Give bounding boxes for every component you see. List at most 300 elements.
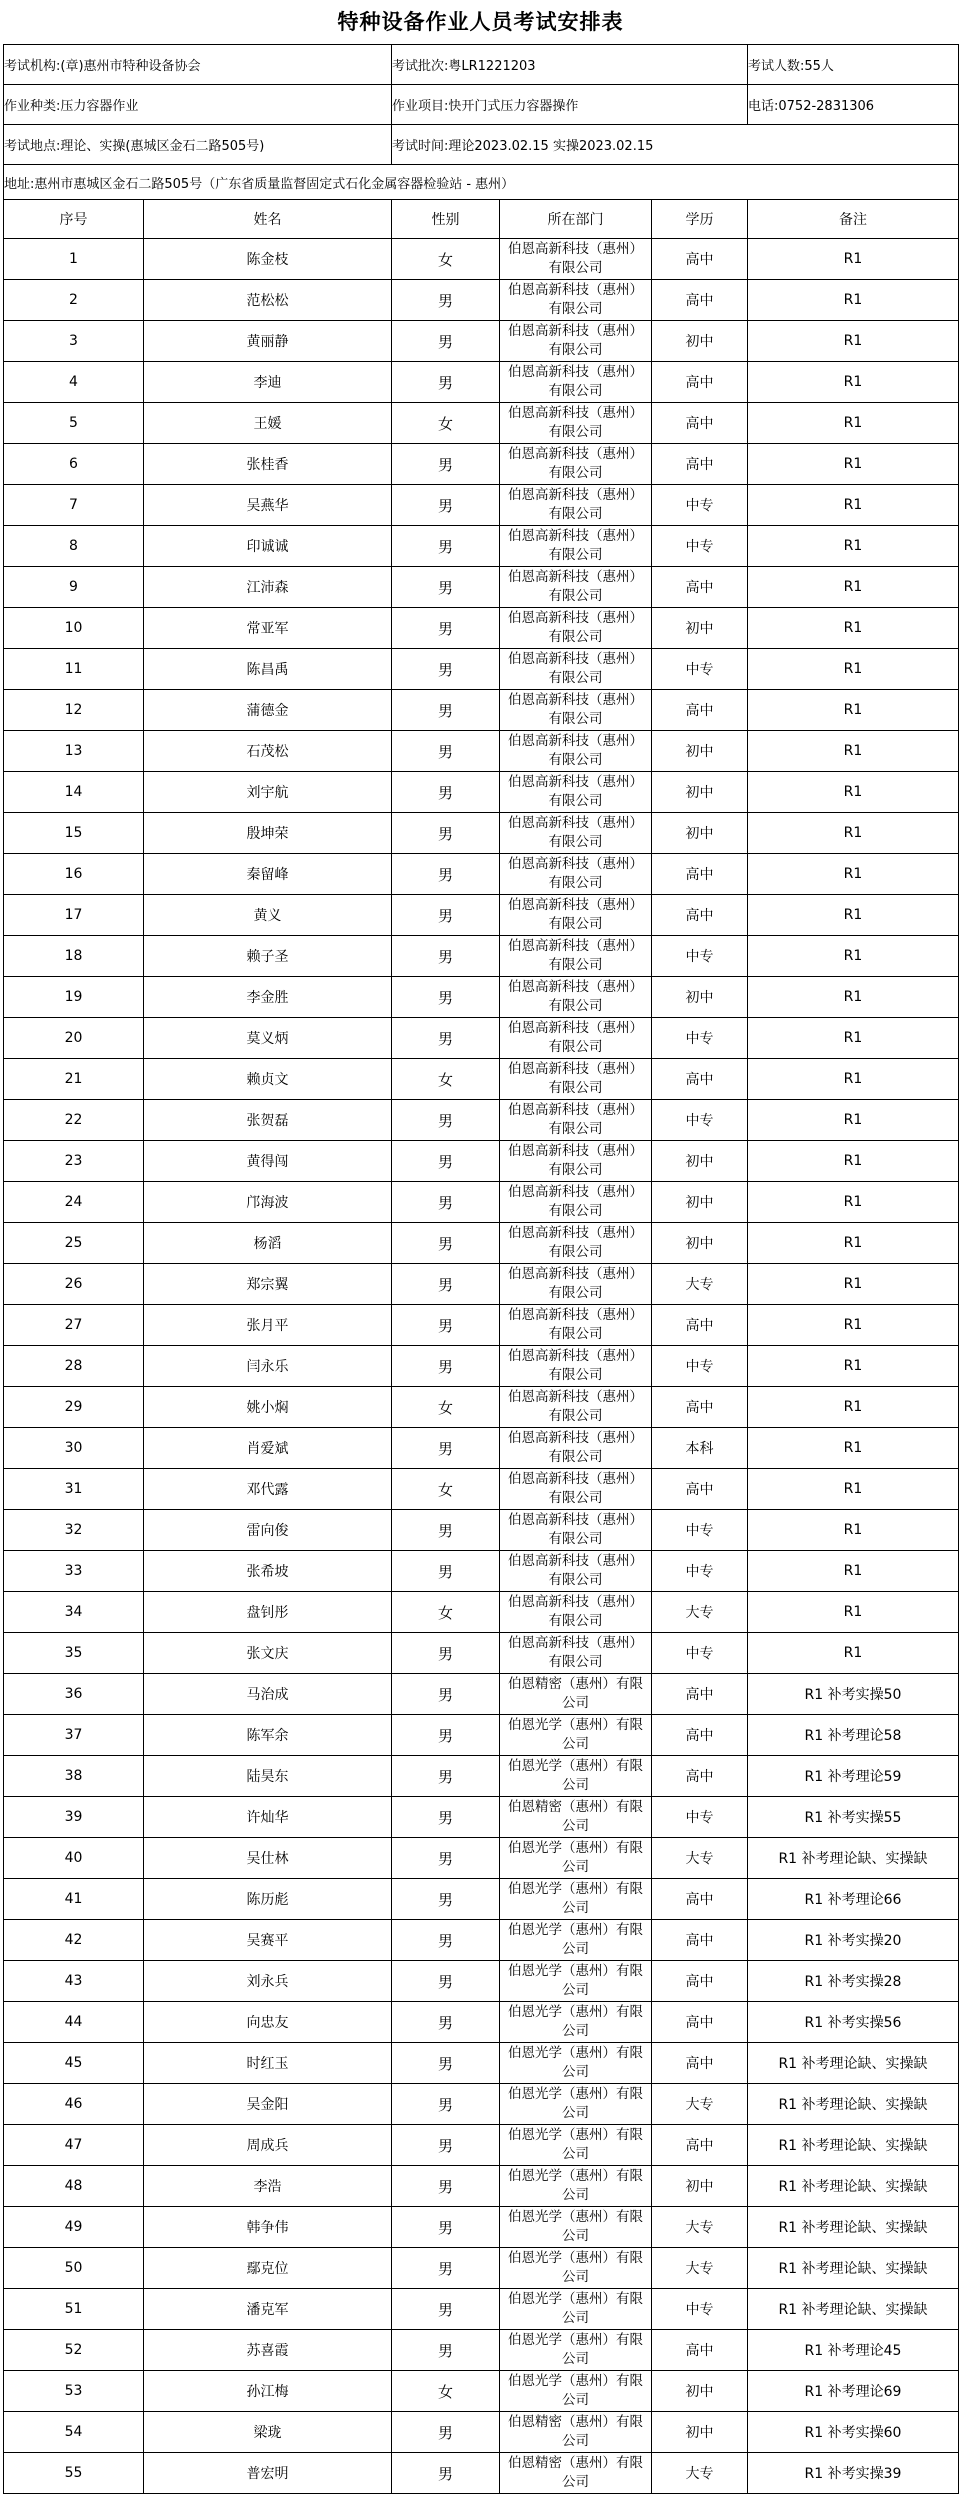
table-row	[4, 1018, 959, 1059]
education-cell: 高中	[652, 567, 748, 608]
gender-cell: 女	[392, 2371, 500, 2412]
index-cell: 13	[4, 731, 144, 772]
remark-cell: R1 补考理论58	[748, 1715, 959, 1756]
gender-cell: 男	[392, 1223, 500, 1264]
name-cell: 苏喜霞	[144, 2330, 392, 2371]
gender-cell: 男	[392, 2330, 500, 2371]
department-cell: 伯恩光学（惠州）有限公司	[500, 2043, 652, 2084]
index-cell: 1	[4, 239, 144, 280]
table-body	[4, 239, 959, 2494]
table-row	[4, 1592, 959, 1633]
name-cell: 江沛森	[144, 567, 392, 608]
name-cell: 邓代露	[144, 1469, 392, 1510]
table-row	[4, 2166, 959, 2207]
gender-cell: 男	[392, 567, 500, 608]
col-header-index: 序号	[4, 200, 144, 239]
department-cell: 伯恩精密（惠州）有限公司	[500, 2453, 652, 2494]
gender-cell: 男	[392, 2453, 500, 2494]
table-row	[4, 485, 959, 526]
name-cell: 许灿华	[144, 1797, 392, 1838]
index-cell: 36	[4, 1674, 144, 1715]
name-cell: 杨滔	[144, 1223, 392, 1264]
education-cell: 初中	[652, 731, 748, 772]
index-cell: 30	[4, 1428, 144, 1469]
table-row	[4, 690, 959, 731]
education-cell: 高中	[652, 1387, 748, 1428]
index-cell: 6	[4, 444, 144, 485]
index-cell: 27	[4, 1305, 144, 1346]
index-cell: 47	[4, 2125, 144, 2166]
remark-cell: R1	[748, 977, 959, 1018]
education-cell: 高中	[652, 280, 748, 321]
department-cell: 伯恩高新科技（惠州）有限公司	[500, 731, 652, 772]
name-cell: 陈金枝	[144, 239, 392, 280]
name-cell: 雷向俊	[144, 1510, 392, 1551]
column-header-row	[4, 200, 959, 239]
table-row	[4, 1510, 959, 1551]
exam-location: 考试地点:理论、实操(惠城区金石二路505号)	[4, 125, 392, 165]
name-cell: 马治成	[144, 1674, 392, 1715]
index-cell: 23	[4, 1141, 144, 1182]
index-cell: 21	[4, 1059, 144, 1100]
remark-cell: R1 补考理论59	[748, 1756, 959, 1797]
education-cell: 中专	[652, 649, 748, 690]
name-cell: 周成兵	[144, 2125, 392, 2166]
department-cell: 伯恩高新科技（惠州）有限公司	[500, 1264, 652, 1305]
remark-cell: R1	[748, 444, 959, 485]
department-cell: 伯恩光学（惠州）有限公司	[500, 2248, 652, 2289]
index-cell: 7	[4, 485, 144, 526]
remark-cell: R1	[748, 772, 959, 813]
education-cell: 大专	[652, 2207, 748, 2248]
gender-cell: 男	[392, 649, 500, 690]
name-cell: 邝海波	[144, 1182, 392, 1223]
table-row	[4, 567, 959, 608]
remark-cell: R1 补考理论69	[748, 2371, 959, 2412]
gender-cell: 男	[392, 608, 500, 649]
name-cell: 向忠友	[144, 2002, 392, 2043]
index-cell: 28	[4, 1346, 144, 1387]
index-cell: 8	[4, 526, 144, 567]
education-cell: 高中	[652, 1305, 748, 1346]
gender-cell: 男	[392, 1797, 500, 1838]
education-cell: 高中	[652, 690, 748, 731]
remark-cell: R1 补考理论缺、实操缺	[748, 2043, 959, 2084]
name-cell: 张贺磊	[144, 1100, 392, 1141]
education-cell: 大专	[652, 2084, 748, 2125]
department-cell: 伯恩高新科技（惠州）有限公司	[500, 1551, 652, 1592]
work-category: 作业种类:压力容器作业	[4, 85, 392, 125]
department-cell: 伯恩高新科技（惠州）有限公司	[500, 772, 652, 813]
name-cell: 赖贞文	[144, 1059, 392, 1100]
department-cell: 伯恩高新科技（惠州）有限公司	[500, 567, 652, 608]
department-cell: 伯恩高新科技（惠州）有限公司	[500, 1428, 652, 1469]
index-cell: 46	[4, 2084, 144, 2125]
name-cell: 韩争伟	[144, 2207, 392, 2248]
col-header-remark: 备注	[748, 200, 959, 239]
index-cell: 18	[4, 936, 144, 977]
department-cell: 伯恩高新科技（惠州）有限公司	[500, 1469, 652, 1510]
col-header-name: 姓名	[144, 200, 392, 239]
gender-cell: 男	[392, 2248, 500, 2289]
department-cell: 伯恩光学（惠州）有限公司	[500, 2289, 652, 2330]
index-cell: 19	[4, 977, 144, 1018]
table-row	[4, 1428, 959, 1469]
remark-cell: R1	[748, 526, 959, 567]
remark-cell: R1 补考实操50	[748, 1674, 959, 1715]
education-cell: 高中	[652, 895, 748, 936]
table-row	[4, 1264, 959, 1305]
gender-cell: 男	[392, 444, 500, 485]
name-cell: 吴仕林	[144, 1838, 392, 1879]
department-cell: 伯恩高新科技（惠州）有限公司	[500, 649, 652, 690]
remark-cell: R1 补考实操28	[748, 1961, 959, 2002]
table-row	[4, 649, 959, 690]
index-cell: 26	[4, 1264, 144, 1305]
gender-cell: 男	[392, 1182, 500, 1223]
department-cell: 伯恩高新科技（惠州）有限公司	[500, 526, 652, 567]
remark-cell: R1	[748, 362, 959, 403]
gender-cell: 男	[392, 2166, 500, 2207]
department-cell: 伯恩高新科技（惠州）有限公司	[500, 977, 652, 1018]
education-cell: 初中	[652, 772, 748, 813]
remark-cell: R1	[748, 1264, 959, 1305]
education-cell: 中专	[652, 1633, 748, 1674]
contact-phone: 电话:0752-2831306	[748, 85, 959, 125]
gender-cell: 男	[392, 526, 500, 567]
education-cell: 高中	[652, 1920, 748, 1961]
department-cell: 伯恩高新科技（惠州）有限公司	[500, 1100, 652, 1141]
name-cell: 陆昊东	[144, 1756, 392, 1797]
name-cell: 秦留峰	[144, 854, 392, 895]
department-cell: 伯恩高新科技（惠州）有限公司	[500, 444, 652, 485]
education-cell: 高中	[652, 2125, 748, 2166]
remark-cell: R1	[748, 1018, 959, 1059]
table-row	[4, 1387, 959, 1428]
remark-cell: R1 补考理论缺、实操缺	[748, 2289, 959, 2330]
table-row	[4, 1797, 959, 1838]
gender-cell: 男	[392, 2043, 500, 2084]
department-cell: 伯恩光学（惠州）有限公司	[500, 2207, 652, 2248]
name-cell: 石茂松	[144, 731, 392, 772]
remark-cell: R1	[748, 1305, 959, 1346]
index-cell: 32	[4, 1510, 144, 1551]
department-cell: 伯恩光学（惠州）有限公司	[500, 1756, 652, 1797]
remark-cell: R1 补考理论缺、实操缺	[748, 2166, 959, 2207]
col-header-education: 学历	[652, 200, 748, 239]
education-cell: 高中	[652, 2002, 748, 2043]
table-row	[4, 2125, 959, 2166]
department-cell: 伯恩精密（惠州）有限公司	[500, 1797, 652, 1838]
work-item: 作业项目:快开门式压力容器操作	[392, 85, 748, 125]
department-cell: 伯恩光学（惠州）有限公司	[500, 2371, 652, 2412]
education-cell: 大专	[652, 1838, 748, 1879]
department-cell: 伯恩精密（惠州）有限公司	[500, 1674, 652, 1715]
index-cell: 2	[4, 280, 144, 321]
table-row	[4, 854, 959, 895]
remark-cell: R1	[748, 403, 959, 444]
department-cell: 伯恩高新科技（惠州）有限公司	[500, 854, 652, 895]
education-cell: 高中	[652, 239, 748, 280]
header-row-3	[4, 125, 959, 165]
education-cell: 中专	[652, 2289, 748, 2330]
education-cell: 高中	[652, 1674, 748, 1715]
name-cell: 殷坤荣	[144, 813, 392, 854]
name-cell: 印诚诚	[144, 526, 392, 567]
name-cell: 闫永乐	[144, 1346, 392, 1387]
index-cell: 48	[4, 2166, 144, 2207]
name-cell: 肖爱斌	[144, 1428, 392, 1469]
remark-cell: R1	[748, 567, 959, 608]
name-cell: 时红玉	[144, 2043, 392, 2084]
remark-cell: R1	[748, 690, 959, 731]
gender-cell: 男	[392, 1100, 500, 1141]
name-cell: 张文庆	[144, 1633, 392, 1674]
education-cell: 高中	[652, 362, 748, 403]
table-row	[4, 2453, 959, 2494]
index-cell: 43	[4, 1961, 144, 2002]
index-cell: 39	[4, 1797, 144, 1838]
remark-cell: R1 补考实操55	[748, 1797, 959, 1838]
table-row	[4, 1551, 959, 1592]
name-cell: 陈昌禹	[144, 649, 392, 690]
gender-cell: 男	[392, 2084, 500, 2125]
department-cell: 伯恩高新科技（惠州）有限公司	[500, 1510, 652, 1551]
name-cell: 梁珑	[144, 2412, 392, 2453]
gender-cell: 男	[392, 1510, 500, 1551]
education-cell: 高中	[652, 2043, 748, 2084]
education-cell: 中专	[652, 526, 748, 567]
table-row	[4, 813, 959, 854]
table-row	[4, 977, 959, 1018]
department-cell: 伯恩高新科技（惠州）有限公司	[500, 403, 652, 444]
table-row	[4, 2248, 959, 2289]
index-cell: 9	[4, 567, 144, 608]
index-cell: 44	[4, 2002, 144, 2043]
remark-cell: R1 补考理论45	[748, 2330, 959, 2371]
gender-cell: 男	[392, 690, 500, 731]
table-row	[4, 1346, 959, 1387]
remark-cell: R1 补考实操20	[748, 1920, 959, 1961]
name-cell: 张希坡	[144, 1551, 392, 1592]
gender-cell: 男	[392, 813, 500, 854]
table-row	[4, 362, 959, 403]
remark-cell: R1 补考实操39	[748, 2453, 959, 2494]
gender-cell: 女	[392, 1387, 500, 1428]
index-cell: 45	[4, 2043, 144, 2084]
gender-cell: 男	[392, 977, 500, 1018]
index-cell: 25	[4, 1223, 144, 1264]
gender-cell: 男	[392, 2002, 500, 2043]
exam-org: 考试机构:(章)惠州市特种设备协会	[4, 45, 392, 85]
department-cell: 伯恩高新科技（惠州）有限公司	[500, 1141, 652, 1182]
department-cell: 伯恩高新科技（惠州）有限公司	[500, 690, 652, 731]
index-cell: 10	[4, 608, 144, 649]
education-cell: 中专	[652, 1018, 748, 1059]
table-row	[4, 1059, 959, 1100]
remark-cell: R1	[748, 1551, 959, 1592]
education-cell: 大专	[652, 2453, 748, 2494]
education-cell: 初中	[652, 1141, 748, 1182]
education-cell: 中专	[652, 1797, 748, 1838]
table-row	[4, 2207, 959, 2248]
index-cell: 12	[4, 690, 144, 731]
department-cell: 伯恩高新科技（惠州）有限公司	[500, 608, 652, 649]
name-cell: 李金胜	[144, 977, 392, 1018]
remark-cell: R1	[748, 1059, 959, 1100]
table-row	[4, 772, 959, 813]
gender-cell: 男	[392, 2125, 500, 2166]
department-cell: 伯恩高新科技（惠州）有限公司	[500, 813, 652, 854]
name-cell: 莫义炳	[144, 1018, 392, 1059]
exam-schedule-table	[3, 44, 959, 2494]
remark-cell: R1	[748, 1223, 959, 1264]
name-cell: 张桂香	[144, 444, 392, 485]
name-cell: 常亚军	[144, 608, 392, 649]
table-row	[4, 280, 959, 321]
department-cell: 伯恩高新科技（惠州）有限公司	[500, 362, 652, 403]
exam-batch: 考试批次:粤LR1221203	[392, 45, 748, 85]
index-cell: 5	[4, 403, 144, 444]
index-cell: 16	[4, 854, 144, 895]
index-cell: 41	[4, 1879, 144, 1920]
table-row	[4, 239, 959, 280]
name-cell: 姚小焖	[144, 1387, 392, 1428]
remark-cell: R1	[748, 649, 959, 690]
department-cell: 伯恩高新科技（惠州）有限公司	[500, 1633, 652, 1674]
exam-address: 地址:惠州市惠城区金石二路505号（广东省质量监督固定式石化金属容器检验站 - 惠州）	[4, 165, 959, 200]
gender-cell: 男	[392, 1346, 500, 1387]
education-cell: 高中	[652, 1469, 748, 1510]
index-cell: 22	[4, 1100, 144, 1141]
gender-cell: 男	[392, 1756, 500, 1797]
table-row	[4, 1182, 959, 1223]
index-cell: 11	[4, 649, 144, 690]
gender-cell: 男	[392, 1551, 500, 1592]
index-cell: 49	[4, 2207, 144, 2248]
department-cell: 伯恩高新科技（惠州）有限公司	[500, 321, 652, 362]
index-cell: 31	[4, 1469, 144, 1510]
name-cell: 黄得闯	[144, 1141, 392, 1182]
remark-cell: R1	[748, 1387, 959, 1428]
header-row-1	[4, 45, 959, 85]
education-cell: 高中	[652, 403, 748, 444]
table-row	[4, 1141, 959, 1182]
remark-cell: R1	[748, 485, 959, 526]
table-row	[4, 1469, 959, 1510]
col-header-gender: 性别	[392, 200, 500, 239]
index-cell: 53	[4, 2371, 144, 2412]
exam-count: 考试人数:55人	[748, 45, 959, 85]
education-cell: 初中	[652, 2166, 748, 2207]
index-cell: 33	[4, 1551, 144, 1592]
gender-cell: 男	[392, 1428, 500, 1469]
gender-cell: 男	[392, 895, 500, 936]
remark-cell: R1	[748, 1592, 959, 1633]
table-row	[4, 403, 959, 444]
department-cell: 伯恩光学（惠州）有限公司	[500, 1920, 652, 1961]
name-cell: 孙江梅	[144, 2371, 392, 2412]
remark-cell: R1 补考实操56	[748, 2002, 959, 2043]
document-title: 特种设备作业人员考试安排表	[337, 10, 624, 34]
table-row	[4, 1633, 959, 1674]
education-cell: 初中	[652, 321, 748, 362]
index-cell: 29	[4, 1387, 144, 1428]
education-cell: 高中	[652, 854, 748, 895]
header-info	[4, 45, 959, 239]
name-cell: 王媛	[144, 403, 392, 444]
education-cell: 高中	[652, 1879, 748, 1920]
gender-cell: 女	[392, 239, 500, 280]
index-cell: 15	[4, 813, 144, 854]
remark-cell: R1	[748, 936, 959, 977]
education-cell: 高中	[652, 444, 748, 485]
gender-cell: 男	[392, 362, 500, 403]
table-row	[4, 1100, 959, 1141]
remark-cell: R1 补考理论缺、实操缺	[748, 2084, 959, 2125]
education-cell: 中专	[652, 1346, 748, 1387]
table-row	[4, 444, 959, 485]
education-cell: 本科	[652, 1428, 748, 1469]
education-cell: 大专	[652, 2248, 748, 2289]
department-cell: 伯恩光学（惠州）有限公司	[500, 1715, 652, 1756]
education-cell: 中专	[652, 1510, 748, 1551]
name-cell: 李浩	[144, 2166, 392, 2207]
education-cell: 中专	[652, 1551, 748, 1592]
table-row	[4, 2084, 959, 2125]
education-cell: 初中	[652, 608, 748, 649]
department-cell: 伯恩高新科技（惠州）有限公司	[500, 936, 652, 977]
remark-cell: R1 补考理论缺、实操缺	[748, 2125, 959, 2166]
index-cell: 20	[4, 1018, 144, 1059]
gender-cell: 男	[392, 1633, 500, 1674]
department-cell: 伯恩高新科技（惠州）有限公司	[500, 1223, 652, 1264]
index-cell: 24	[4, 1182, 144, 1223]
remark-cell: R1	[748, 1510, 959, 1551]
name-cell: 黄义	[144, 895, 392, 936]
table-row	[4, 1715, 959, 1756]
gender-cell: 男	[392, 1838, 500, 1879]
name-cell: 刘永兵	[144, 1961, 392, 2002]
name-cell: 陈历彪	[144, 1879, 392, 1920]
gender-cell: 男	[392, 854, 500, 895]
gender-cell: 男	[392, 485, 500, 526]
remark-cell: R1	[748, 1141, 959, 1182]
gender-cell: 男	[392, 1920, 500, 1961]
name-cell: 赖子圣	[144, 936, 392, 977]
index-cell: 42	[4, 1920, 144, 1961]
gender-cell: 男	[392, 1715, 500, 1756]
gender-cell: 男	[392, 1018, 500, 1059]
gender-cell: 男	[392, 731, 500, 772]
name-cell: 鄢克位	[144, 2248, 392, 2289]
department-cell: 伯恩光学（惠州）有限公司	[500, 1838, 652, 1879]
remark-cell: R1	[748, 239, 959, 280]
name-cell: 郑宗翼	[144, 1264, 392, 1305]
name-cell: 盘钊彤	[144, 1592, 392, 1633]
department-cell: 伯恩光学（惠州）有限公司	[500, 2084, 652, 2125]
department-cell: 伯恩高新科技（惠州）有限公司	[500, 1305, 652, 1346]
education-cell: 初中	[652, 1223, 748, 1264]
education-cell: 初中	[652, 813, 748, 854]
table-row	[4, 1879, 959, 1920]
exam-time: 考试时间:理论2023.02.15 实操2023.02.15	[392, 125, 959, 165]
gender-cell: 男	[392, 280, 500, 321]
index-cell: 14	[4, 772, 144, 813]
table-row	[4, 1838, 959, 1879]
education-cell: 初中	[652, 1182, 748, 1223]
education-cell: 高中	[652, 1756, 748, 1797]
